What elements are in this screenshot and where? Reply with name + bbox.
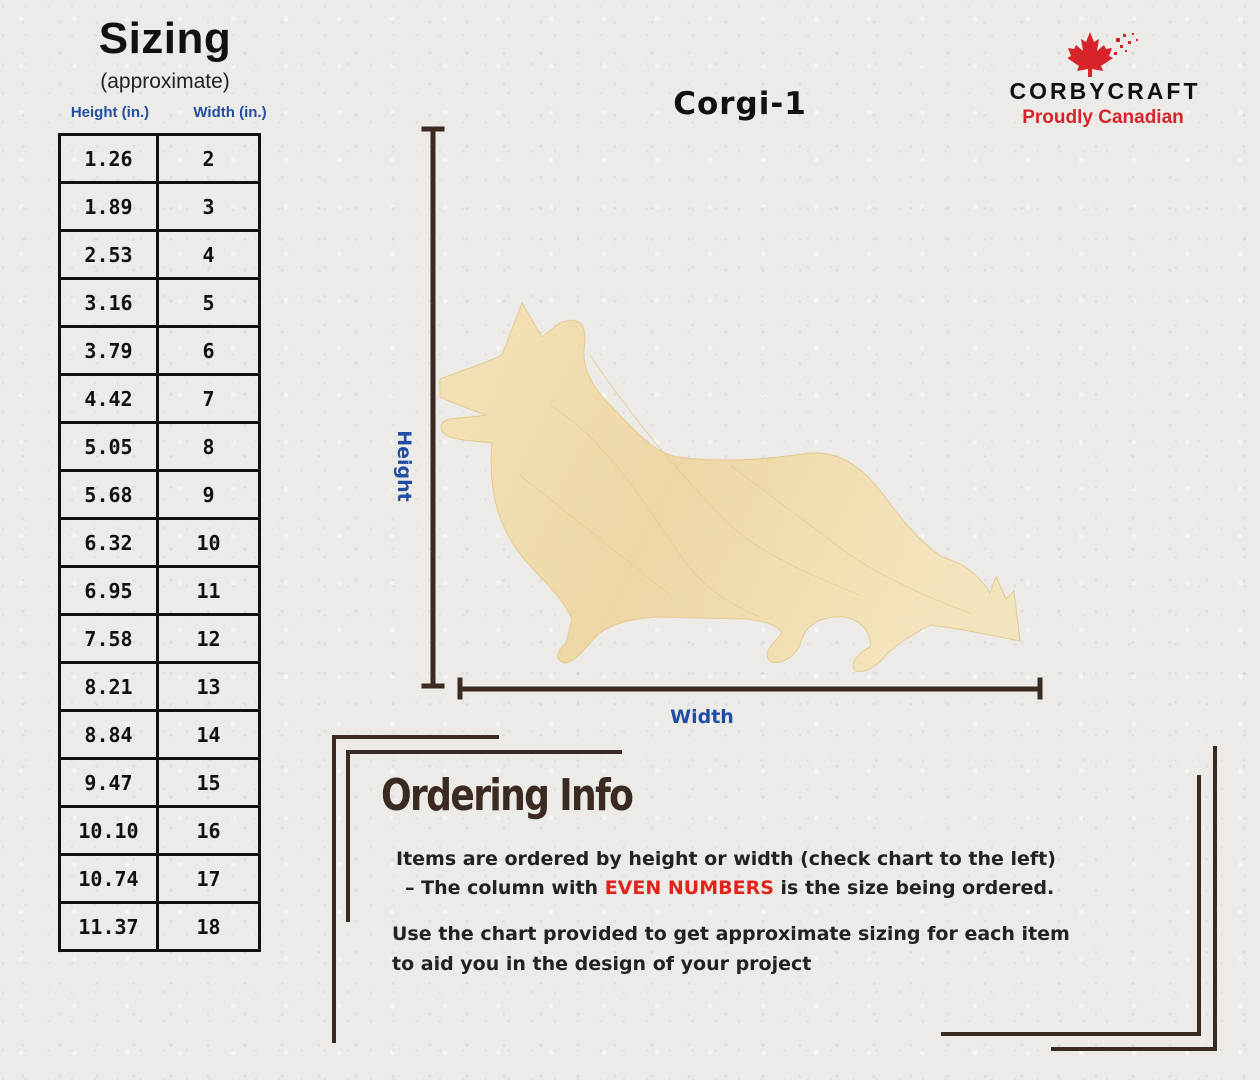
- width-cell: 8: [158, 423, 260, 471]
- frame-top-left-outer: [332, 735, 499, 739]
- width-cell: 11: [158, 567, 260, 615]
- frame-bottom-right-outer: [1051, 1047, 1217, 1051]
- width-cell: 15: [158, 759, 260, 807]
- width-cell: 16: [158, 807, 260, 855]
- width-cell: 17: [158, 855, 260, 903]
- ordering-line-2-end: is the size being ordered.: [773, 877, 1055, 899]
- width-cell: 4: [158, 231, 260, 279]
- ordering-title: Ordering Info: [381, 770, 633, 821]
- height-cell: 5.05: [60, 423, 158, 471]
- brand-tagline: Proudly Canadian: [1022, 107, 1184, 128]
- width-cell: 2: [158, 135, 260, 183]
- width-label: Width: [670, 706, 734, 728]
- product-title: Corgi-1: [673, 86, 807, 122]
- column-header-width: Width (in.): [193, 104, 267, 121]
- height-cell: 9.47: [60, 759, 158, 807]
- height-label: Height: [393, 430, 415, 502]
- ordering-line-4: to aid you in the design of your project: [392, 953, 812, 975]
- frame-left-inner: [346, 750, 350, 922]
- height-cell: 3.79: [60, 327, 158, 375]
- frame-right-inner: [1197, 775, 1201, 1036]
- height-cell: 10.10: [60, 807, 158, 855]
- width-cell: 10: [158, 519, 260, 567]
- even-numbers-highlight: EVEN NUMBERS: [604, 877, 774, 899]
- ordering-line-2-start: – The column with: [405, 877, 605, 899]
- ordering-line-2: [405, 873, 1054, 903]
- height-cell: 4.42: [60, 375, 158, 423]
- height-cell: 6.95: [60, 567, 158, 615]
- width-cell: 13: [158, 663, 260, 711]
- height-cell: 1.26: [60, 135, 158, 183]
- height-cell: 10.74: [60, 855, 158, 903]
- sizing-subtitle: (approximate): [100, 70, 230, 93]
- width-cell: 5: [158, 279, 260, 327]
- height-cell: 3.16: [60, 279, 158, 327]
- width-cell: 12: [158, 615, 260, 663]
- width-cell: 18: [158, 903, 260, 951]
- width-cell: 6: [158, 327, 260, 375]
- height-cell: 8.21: [60, 663, 158, 711]
- width-cell: 14: [158, 711, 260, 759]
- corgi-silhouette-icon: [430, 295, 1030, 685]
- ordering-line-1: Items are ordered by height or width (check chart to the left): [396, 848, 1056, 870]
- brand-name: CORBYCRAFT: [1009, 78, 1201, 104]
- width-cell: 7: [158, 375, 260, 423]
- height-cell: 11.37: [60, 903, 158, 951]
- column-header-height: Height (in.): [70, 104, 150, 121]
- frame-bottom-right-inner: [941, 1032, 1201, 1036]
- height-cell: 1.89: [60, 183, 158, 231]
- height-cell: 5.68: [60, 471, 158, 519]
- frame-top-left-inner: [346, 750, 622, 754]
- frame-left-outer: [332, 735, 336, 1043]
- ordering-line-3: Use the chart provided to get approximate sizing for each item: [392, 923, 1070, 945]
- sizing-title: Sizing: [98, 14, 232, 63]
- width-cell: 9: [158, 471, 260, 519]
- frame-right-outer: [1213, 746, 1217, 1051]
- width-cell: 3: [158, 183, 260, 231]
- height-cell: 7.58: [60, 615, 158, 663]
- height-cell: 8.84: [60, 711, 158, 759]
- height-cell: 6.32: [60, 519, 158, 567]
- height-cell: 2.53: [60, 231, 158, 279]
